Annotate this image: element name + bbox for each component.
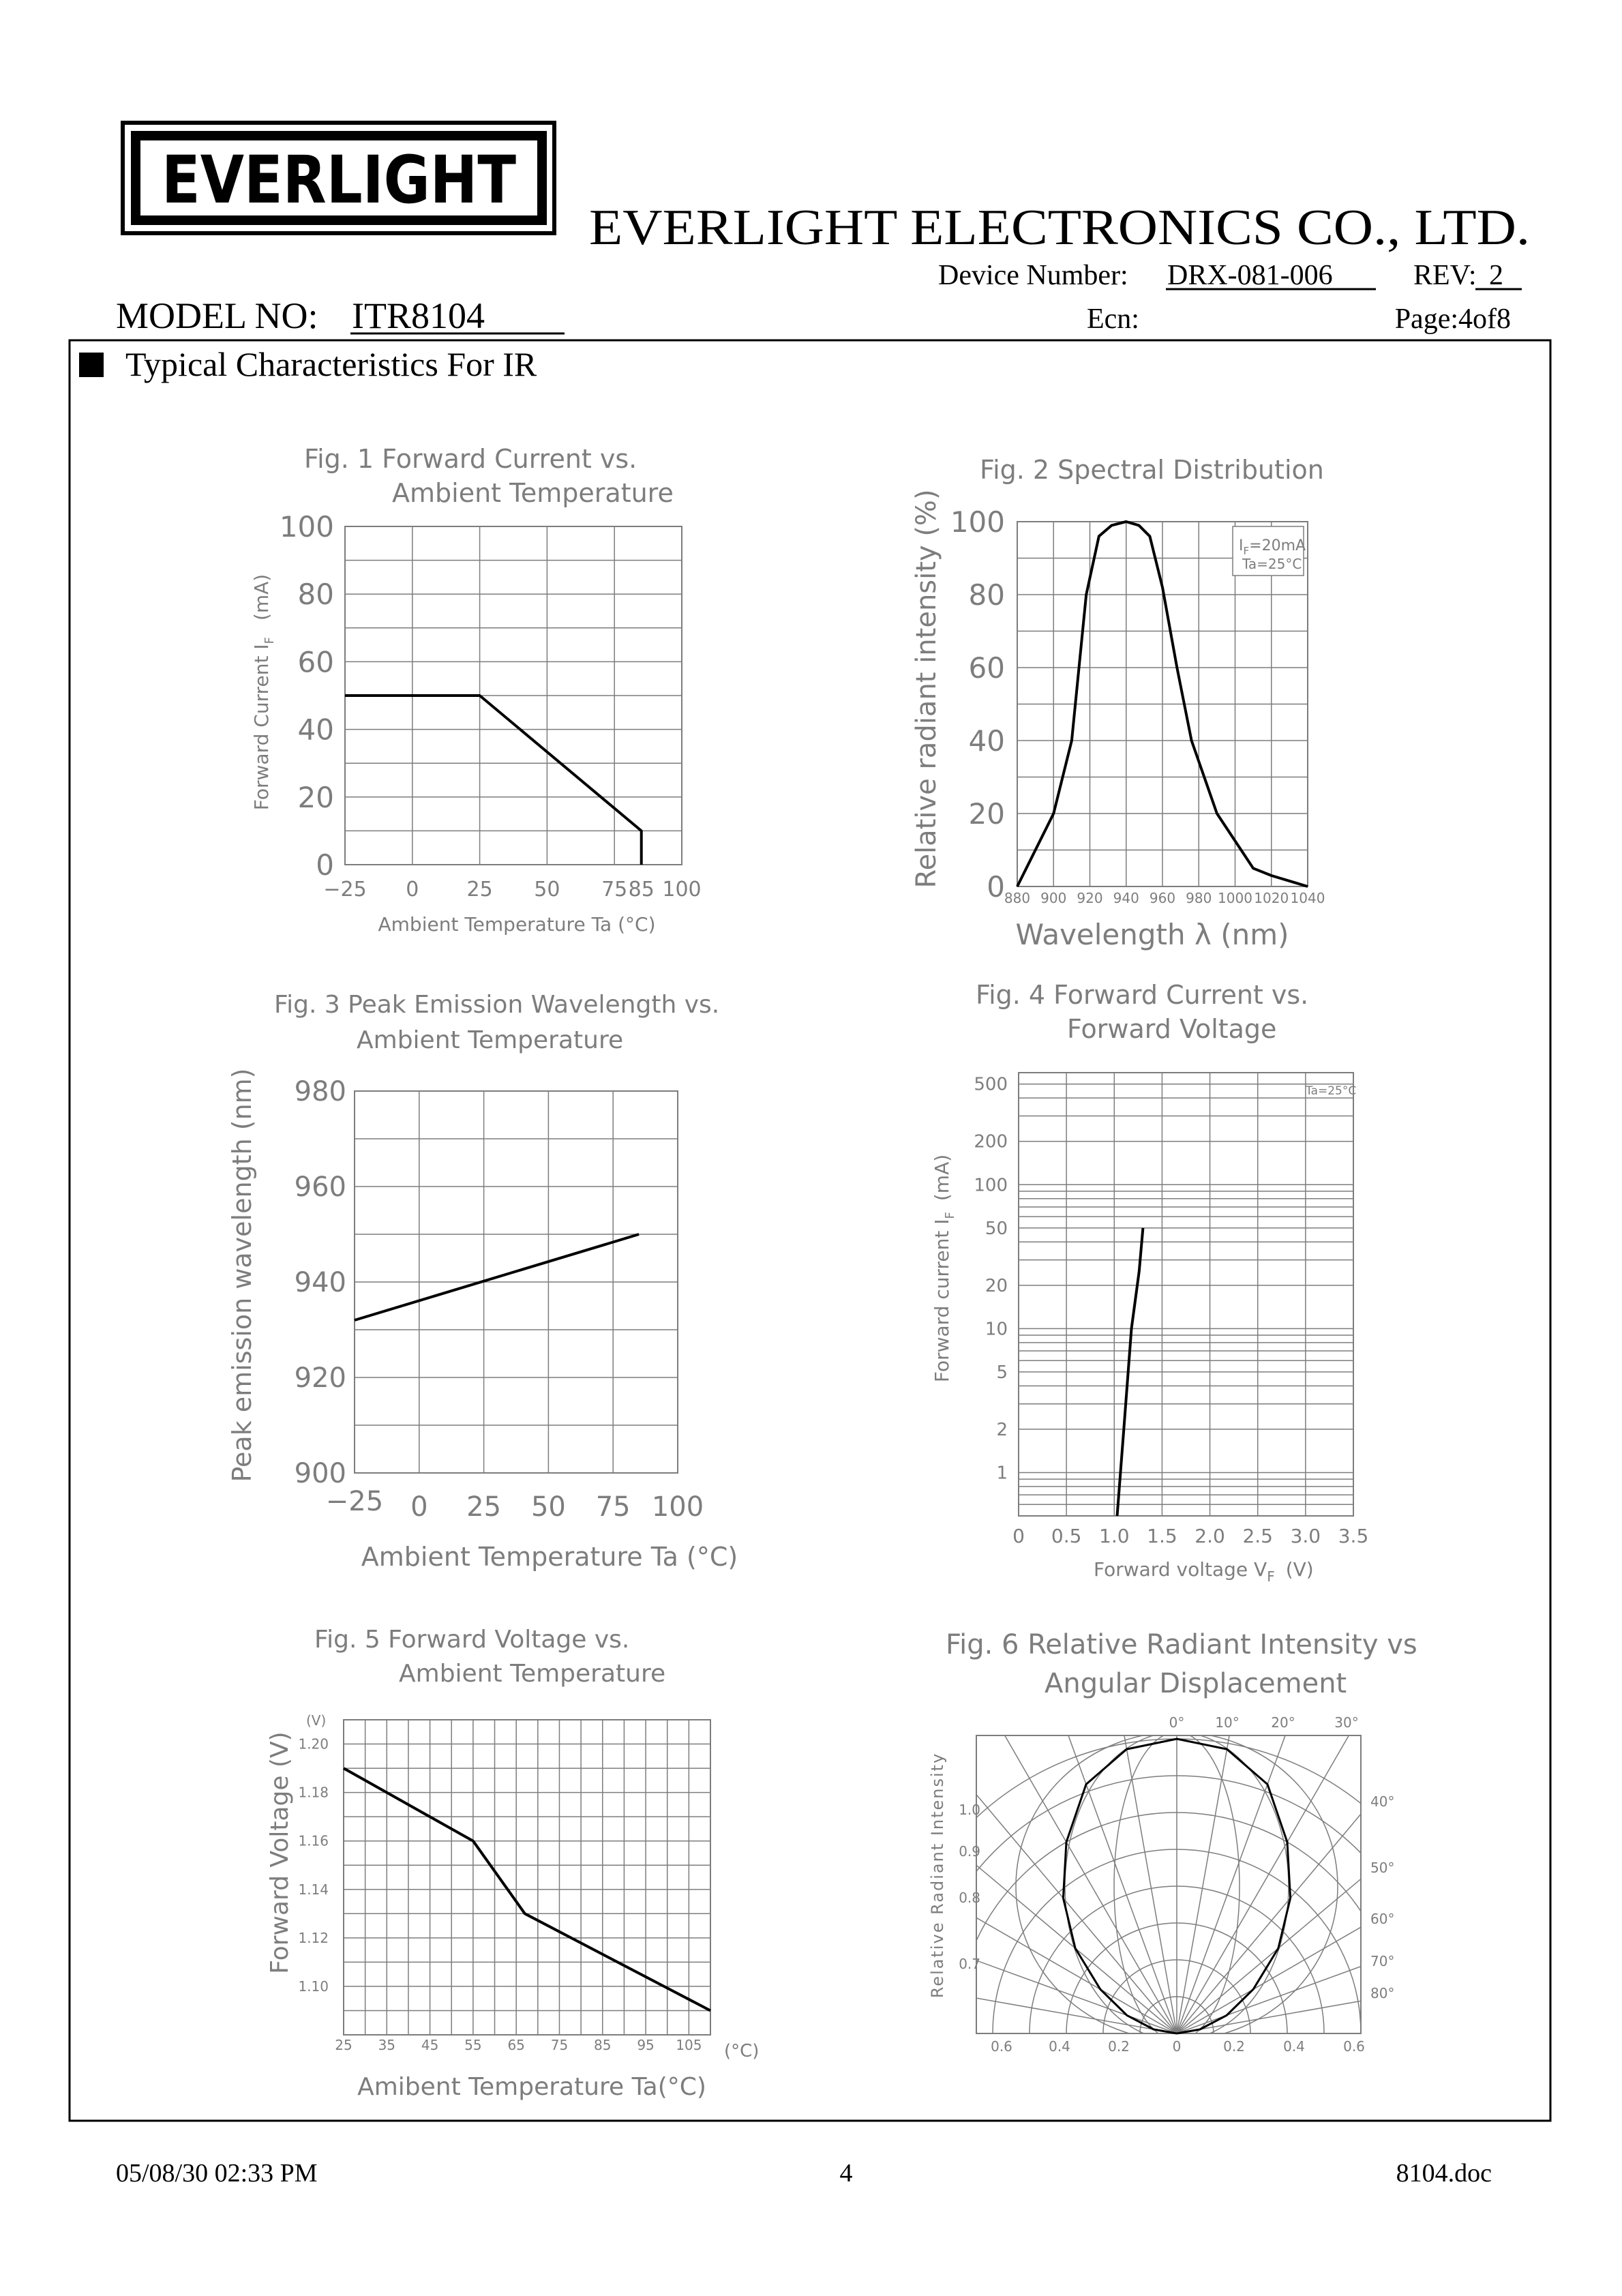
footer-datetime: 05/08/30 02:33 PM (116, 2159, 318, 2188)
fig2-y-tick-label: 100 (950, 505, 1005, 539)
fig2-x-ticks (1004, 890, 1325, 906)
fig6-bottom-label: 0.4 (1283, 2038, 1305, 2055)
logo-text: EVERLIGHT (162, 142, 516, 218)
fig5-ylabel: Forward Voltage (V) (266, 1731, 294, 1974)
fig5-x-tick-label: 65 (507, 2037, 525, 2053)
fig1-y-ticks (280, 510, 334, 882)
fig6-radial-label: 0.7 (959, 1956, 980, 1972)
fig5-y-tick-label: 1.18 (298, 1784, 329, 1801)
fig2-x-tick-label: 900 (1040, 890, 1067, 906)
fig5-y-ticks (298, 1736, 329, 1995)
fig4-y-tick-label: 100 (974, 1175, 1008, 1196)
fig1-subtitle: Ambient Temperature (392, 478, 674, 508)
fig6-angle-label: 30° (1334, 1714, 1359, 1731)
fig3-subtitle: Ambient Temperature (357, 1026, 624, 1054)
fig4-x-ticks (1012, 1525, 1368, 1547)
fig3-y-tick-label: 960 (294, 1172, 346, 1203)
fig2-x-tick-label: 1040 (1290, 890, 1325, 906)
fig2-y-tick-label: 80 (968, 578, 1005, 612)
fig5-x-tick-label: 95 (637, 2037, 655, 2053)
fig2-grid (1017, 522, 1308, 886)
fig2-x-tick-label: 920 (1077, 890, 1103, 906)
fig4-x-tick-label: 1.5 (1147, 1525, 1177, 1547)
header (116, 123, 1530, 336)
page-label: Page:4of8 (1394, 303, 1511, 335)
fig2-x-tick-label: 1000 (1218, 890, 1252, 906)
fig4-x-tick-label: 3.5 (1338, 1525, 1369, 1547)
fig4-ylabel-main: Forward current I (931, 1219, 953, 1383)
fig5-x-unit: (°C) (724, 2041, 760, 2061)
fig4-x-tick-label: 0 (1012, 1525, 1025, 1547)
fig1-y-tick-label: 80 (297, 578, 334, 612)
fig6-angle-label: 80° (1370, 1985, 1395, 2001)
fig5-y-tick-label: 1.12 (298, 1929, 329, 1946)
fig6-bottom-label: 0.4 (1049, 2038, 1070, 2055)
fig1 (250, 444, 702, 936)
fig3-x-ticks (326, 1486, 704, 1523)
fig5-y-tick-label: 1.10 (298, 1978, 329, 1995)
fig1-y-tick-label: 100 (279, 510, 334, 543)
model-label: MODEL NO: (116, 295, 318, 336)
fig4-title: Fig. 4 Forward Current vs. (976, 980, 1309, 1010)
fig2-x-tick-label: 880 (1004, 890, 1031, 906)
fig2-annotation-i: I (1239, 537, 1244, 554)
fig4-y-tick-label: 20 (985, 1275, 1008, 1296)
fig5-y-tick-label: 1.20 (298, 1735, 329, 1753)
fig6-bottom-label: 0.6 (991, 2038, 1012, 2055)
fig2-annotation-temp: Ta=25°C (1242, 556, 1302, 572)
fig2-y-tick-label: 40 (968, 724, 1005, 758)
fig1-series (345, 696, 642, 865)
fig6-subtitle: Angular Displacement (1045, 1668, 1347, 1699)
fig2-xlabel: Wavelength λ (nm) (1015, 918, 1289, 951)
fig1-x-tick-label: 75 (601, 878, 628, 901)
fig3-x-tick-label: 0 (410, 1491, 428, 1523)
fig4 (931, 980, 1368, 1585)
fig1-x-tick-label: 50 (534, 878, 560, 901)
fig5-grid (344, 1720, 710, 2035)
footer-filename: 8104.doc (1396, 2159, 1492, 2188)
device-number-label: Device Number: (938, 260, 1128, 291)
fig4-x-tick-label: 3.0 (1290, 1525, 1321, 1547)
fig1-x-tick-label: 0 (406, 878, 419, 901)
company-name: EVERLIGHT ELECTRONICS CO., LTD. (589, 200, 1530, 256)
fig1-y-tick-label: 0 (316, 848, 334, 882)
fig5-x-tick-label: 85 (594, 2037, 612, 2053)
fig1-y-tick-label: 60 (297, 645, 334, 679)
fig4-y-tick-label: 10 (985, 1319, 1008, 1340)
model-value: ITR8104 (352, 295, 485, 336)
fig3-y-tick-label: 980 (294, 1076, 346, 1107)
fig6-spoke (816, 1731, 1177, 2033)
footer (116, 2159, 1492, 2188)
fig3-grid (355, 1091, 678, 1473)
fig4-y-tick-label: 200 (974, 1131, 1008, 1152)
fig5-x-tick-label: 35 (378, 2037, 396, 2053)
fig2-ylabel: Relative radiant intensity (%) (911, 489, 942, 889)
fig2-x-tick-label: 980 (1186, 890, 1212, 906)
fig4-xlabel-unit: (V) (1285, 1558, 1314, 1581)
fig1-ylabel-unit: (mA) (250, 573, 273, 621)
fig1-ylabel-sub: F (262, 637, 277, 644)
fig3-y-ticks (295, 1076, 346, 1489)
fig4-ylabel-sub: F (943, 1212, 957, 1219)
fig5-subtitle: Ambient Temperature (399, 1660, 666, 1688)
fig4-x-tick-label: 1.0 (1099, 1525, 1130, 1547)
fig2-y-tick-label: 20 (968, 797, 1005, 831)
fig3-y-tick-label: 920 (294, 1362, 346, 1394)
fig4-subtitle: Forward Voltage (1067, 1014, 1277, 1044)
fig6-spoke (1177, 1731, 1537, 2033)
fig5-x-tick-label: 75 (550, 2037, 569, 2053)
fig6-radial-label: 0.8 (959, 1890, 980, 1906)
fig2-y-ticks (950, 505, 1005, 904)
fig5 (266, 1626, 759, 2101)
fig1-x-tick-label: 85 (628, 878, 655, 901)
fig1-x-tick-label: 100 (662, 878, 702, 901)
fig1-line-path (345, 696, 642, 865)
fig6-spoke (874, 1673, 1177, 2033)
fig5-title: Fig. 5 Forward Voltage vs. (314, 1626, 630, 1654)
fig4-x-tick-label: 2.0 (1195, 1525, 1225, 1547)
fig6-title: Fig. 6 Relative Radiant Intensity vs (946, 1629, 1417, 1660)
fig5-xlabel: Amibent Temperature Ta(°C) (357, 2073, 706, 2101)
rev-label: REV: (1413, 260, 1477, 291)
fig6-angle-label: 50° (1370, 1860, 1395, 1876)
fig2-x-tick-label: 960 (1149, 890, 1176, 906)
fig1-xlabel: Ambient Temperature Ta (°C) (378, 913, 656, 936)
fig1-x-tick-label: −25 (323, 878, 367, 901)
fig6-angle-label: 40° (1370, 1793, 1395, 1810)
fig6-bottom-label: 0.6 (1343, 2038, 1365, 2055)
fig5-y-tick-label: 1.16 (298, 1832, 329, 1849)
fig2-annotation-sub: F (1243, 545, 1250, 557)
fig6-spoke (1177, 1873, 1620, 2033)
fig4-grid (1019, 1073, 1353, 1516)
fig2-x-tick-label: 940 (1113, 890, 1139, 906)
fig6-radial-label: 0.9 (959, 1843, 980, 1860)
fig4-xlabel-sub: F (1267, 1568, 1275, 1585)
fig1-x-tick-label: 25 (466, 878, 493, 901)
fig5-x-ticks (335, 2037, 702, 2053)
rev-value: 2 (1489, 260, 1503, 291)
fig3-x-tick-label: 25 (466, 1491, 502, 1523)
fig4-y-tick-label: 2 (996, 1419, 1008, 1440)
fig6-ylabel: Relative Radiant Intensity (928, 1752, 947, 1999)
fig2-title: Fig. 2 Spectral Distribution (980, 455, 1324, 485)
fig1-y-tick-label: 40 (297, 713, 334, 747)
fig6-spoke (1177, 1952, 1622, 2033)
fig4-xlabel-main: Forward voltage V (1094, 1558, 1267, 1581)
fig6-bottom-label: 0 (1172, 2038, 1182, 2055)
fig6-spoke (734, 1873, 1177, 2033)
fig3-x-tick-label: 75 (595, 1491, 631, 1523)
fig6-angle-label: 60° (1370, 1911, 1395, 1927)
fig4-x-tick-label: 2.5 (1242, 1525, 1273, 1547)
fig5-x-tick-label: 25 (335, 2037, 352, 2053)
fig2-y-tick-label: 60 (968, 651, 1005, 685)
fig5-x-tick-label: 55 (464, 2037, 482, 2053)
fig5-frame (344, 1720, 710, 2035)
fig2-annotation-rest: =20mA (1249, 537, 1306, 554)
fig3-xlabel: Ambient Temperature Ta (°C) (361, 1542, 738, 1572)
fig4-y-tick-label: 1 (996, 1463, 1008, 1484)
fig5-y-unit: (V) (306, 1712, 327, 1729)
fig3-title: Fig. 3 Peak Emission Wavelength vs. (274, 991, 720, 1019)
fig5-x-tick-label: 105 (676, 2037, 702, 2053)
fig6-bottom-label: 0.2 (1223, 2038, 1245, 2055)
fig4-y-ticks (974, 1075, 1008, 1484)
footer-page-number: 4 (839, 2159, 853, 2188)
fig3-x-tick-label: 50 (530, 1491, 566, 1523)
fig1-y-tick-label: 20 (297, 780, 334, 814)
fig6-angle-label: 20° (1271, 1714, 1295, 1731)
device-number-value: DRX-081-006 (1167, 260, 1333, 291)
ecn-label: Ecn: (1087, 303, 1139, 335)
fig1-title: Fig. 1 Forward Current vs. (304, 444, 637, 474)
fig1-x-ticks (323, 878, 701, 901)
fig2-annotation-current (1239, 537, 1306, 557)
fig4-y-tick-label: 50 (985, 1218, 1008, 1239)
fig4-frame (1019, 1073, 1353, 1516)
fig4-y-tick-label: 500 (974, 1074, 1008, 1095)
fig1-ylabel (250, 574, 277, 810)
fig4-annotation: Ta=25°C (1306, 1084, 1357, 1098)
fig3-ylabel: Peak emission wavelength (nm) (227, 1068, 257, 1482)
fig6-angle-label: 10° (1215, 1714, 1240, 1731)
fig3-line-path (355, 1234, 639, 1320)
fig2-x-tick-label: 1020 (1254, 890, 1289, 906)
fig6-radial-label: 1.0 (959, 1802, 980, 1818)
fig6-angle-label: 0° (1169, 1714, 1185, 1731)
fig4-xlabel (1094, 1558, 1314, 1585)
fig3-y-tick-label: 900 (294, 1458, 346, 1489)
fig3-y-tick-label: 940 (294, 1267, 346, 1298)
fig5-y-tick-label: 1.14 (298, 1881, 329, 1898)
fig4-ylabel (931, 1154, 957, 1382)
fig3-x-tick-label: 100 (651, 1491, 704, 1523)
section-bullet (79, 353, 104, 377)
fig3-series (355, 1234, 639, 1320)
fig3 (227, 991, 738, 1572)
fig6-bottom-label: 0.2 (1108, 2038, 1130, 2055)
fig4-x-tick-label: 0.5 (1051, 1525, 1082, 1547)
section-title: Typical Characteristics For IR (125, 345, 537, 383)
fig3-x-tick-label: −25 (325, 1486, 384, 1517)
fig2-y-tick-label: 0 (987, 870, 1005, 904)
fig5-x-tick-label: 45 (421, 2037, 439, 2053)
fig6-angle-label: 70° (1370, 1953, 1395, 1969)
fig4-y-tick-label: 5 (996, 1362, 1008, 1383)
fig4-ylabel-unit: (mA) (931, 1154, 953, 1202)
fig1-ylabel-main: Forward Current I (250, 644, 273, 811)
fig2 (911, 455, 1325, 951)
